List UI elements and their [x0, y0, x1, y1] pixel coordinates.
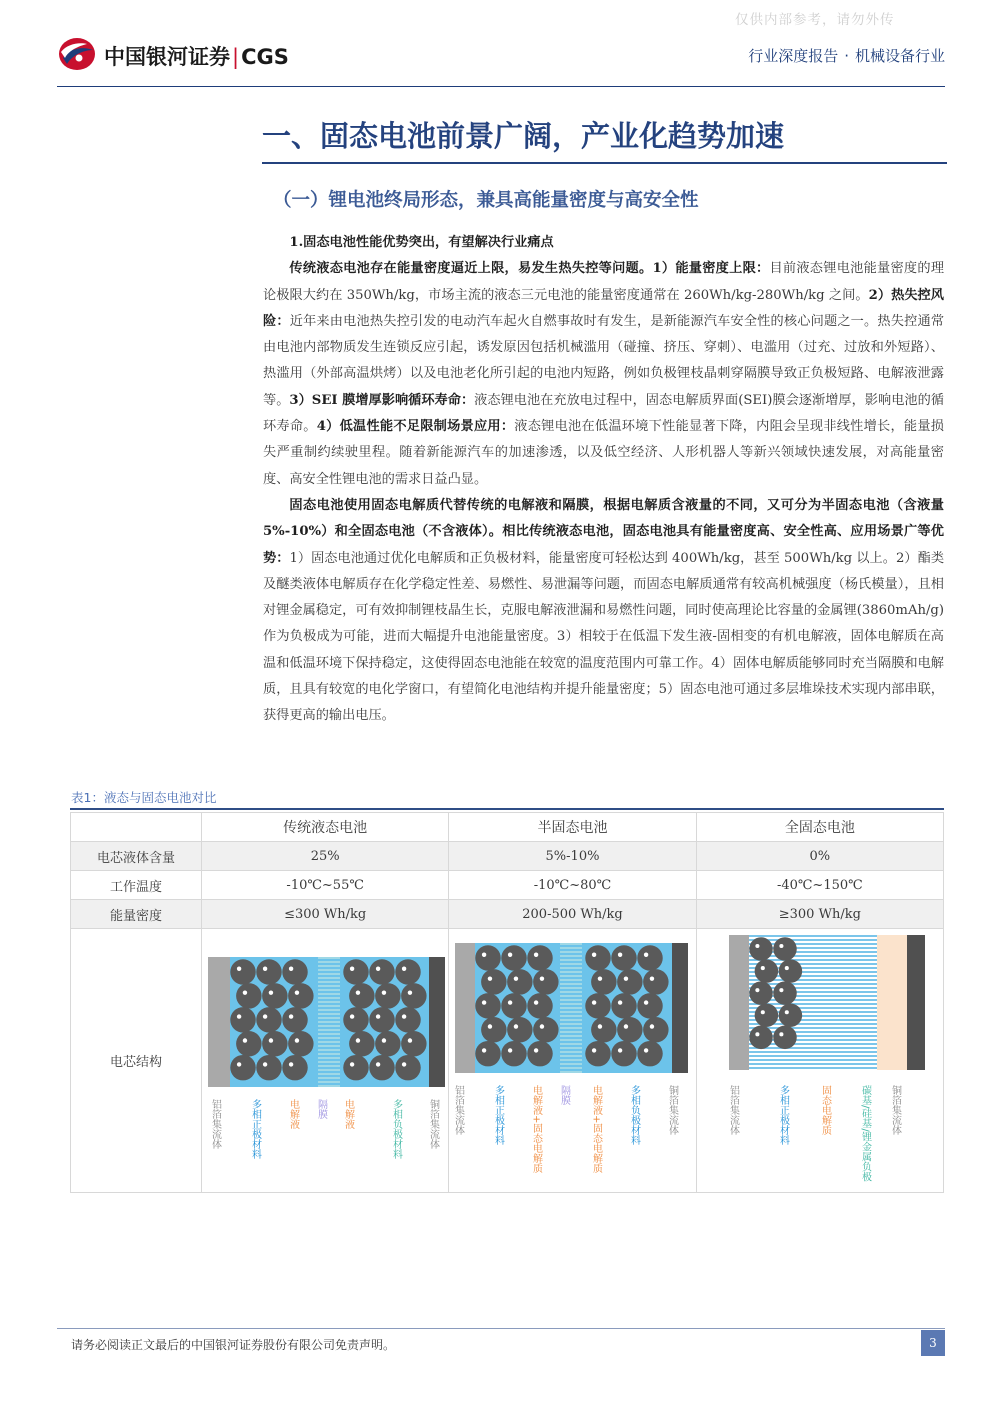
anode-particle-dot — [407, 1038, 411, 1042]
diagram-label: 铝箔集流体 — [727, 1085, 739, 1135]
row-label: 能量密度 — [71, 900, 202, 929]
anode-particle-dot — [350, 967, 354, 971]
diagram-label: 多相负极材料 — [628, 1085, 640, 1145]
cathode-particle-dot — [756, 988, 760, 992]
diagram-label: 隔膜 — [315, 1099, 327, 1119]
anode-particle-dot — [618, 953, 622, 957]
separator-stripe — [560, 987, 582, 989]
anode-particle — [369, 959, 394, 984]
cathode-particle-dot — [263, 1062, 267, 1066]
separator-stripe — [318, 977, 340, 979]
anode-particle — [585, 1041, 610, 1066]
diagram-label: 电解液 — [287, 1099, 299, 1129]
separator-stripe — [560, 1059, 582, 1061]
anode-particle-dot — [650, 1024, 654, 1028]
cathode-particle-dot — [780, 1032, 784, 1036]
row-label: 工作温度 — [71, 871, 202, 900]
cathode-particle-dot — [482, 1048, 486, 1052]
separator-stripe — [318, 1045, 340, 1047]
table-cell: 25% — [202, 842, 449, 871]
anode-particle-dot — [376, 1014, 380, 1018]
cathode-particle-dot — [514, 976, 518, 980]
section-title: 一、固态电池前景广阔，产业化趋势加速 — [262, 119, 785, 153]
cathode-particle — [230, 1055, 255, 1080]
table-top-rule — [70, 808, 944, 810]
table-header-cell: 传统液态电池 — [202, 813, 449, 842]
cathode-particle — [507, 1017, 532, 1042]
cathode-particle-dot — [242, 1038, 246, 1042]
cathode-particle-dot — [508, 1000, 512, 1004]
separator-stripe — [318, 965, 340, 967]
header-dot: · — [844, 47, 849, 65]
cathode-particle-dot — [534, 1000, 538, 1004]
diagram-label: 多相正极材料 — [249, 1099, 261, 1159]
cathode-particle — [262, 1031, 287, 1056]
anode-particle — [395, 1007, 420, 1032]
cathode-particle-dot — [785, 966, 789, 970]
separator-stripe — [560, 975, 582, 977]
separator-stripe — [560, 1039, 582, 1041]
table-header-cell: 全固态电池 — [696, 813, 943, 842]
table-cell: -10℃~80℃ — [449, 871, 696, 900]
brand-name-cn: 中国银河证券 — [104, 45, 230, 69]
cathode-particle — [262, 983, 287, 1008]
anode-particle-dot — [618, 1048, 622, 1052]
cathode-particle — [475, 993, 500, 1018]
lithium-anode — [877, 935, 907, 1070]
semi-diagram-cell — [449, 929, 696, 1193]
diagram-label: 铜箔集流体 — [889, 1085, 901, 1135]
separator-stripe — [318, 1069, 340, 1071]
aluminum-foil — [455, 943, 475, 1073]
solid-electrolyte-stripe — [749, 1051, 877, 1053]
anode-particle — [643, 969, 668, 994]
anode-particle — [611, 1041, 636, 1066]
separator-stripe — [318, 1065, 340, 1067]
table-cell: ≤300 Wh/kg — [202, 900, 449, 929]
anode-particle — [637, 1041, 662, 1066]
diagram-label: 铜箔集流体 — [427, 1099, 439, 1149]
separator-stripe — [318, 1053, 340, 1055]
solid-electrolyte-stripe — [749, 935, 877, 937]
separator-stripe — [318, 1073, 340, 1075]
cathode-particle-dot — [237, 1062, 241, 1066]
liquid-diagram-cell — [202, 929, 449, 1193]
cathode-particle-dot — [482, 953, 486, 957]
anode-particle — [343, 959, 368, 984]
anode-particle — [611, 993, 636, 1018]
cathode-particle — [755, 1003, 779, 1027]
separator-stripe — [318, 993, 340, 995]
cathode-particle — [527, 993, 552, 1018]
separator-stripe — [318, 957, 340, 959]
diagram-label: 碳基/硅基/锂金属负极 — [859, 1085, 871, 1182]
separator-stripe — [318, 969, 340, 971]
separator-stripe — [318, 1001, 340, 1003]
header-divider — [57, 86, 945, 87]
section-rule — [262, 162, 947, 164]
cathode-particle-dot — [488, 1024, 492, 1028]
cathode-particle-dot — [780, 988, 784, 992]
cathode-particle — [282, 1055, 307, 1080]
brand-separator: | — [232, 45, 240, 69]
diagram-label: 电解液+固态电解质 — [590, 1085, 602, 1174]
table-cell: ≥300 Wh/kg — [696, 900, 943, 929]
cathode-particle — [533, 969, 558, 994]
anode-particle-dot — [381, 1038, 385, 1042]
anode-particle-dot — [644, 1000, 648, 1004]
cathode-particle-dot — [237, 1014, 241, 1018]
separator-stripe — [560, 1055, 582, 1057]
separator-stripe — [560, 967, 582, 969]
separator-stripe — [318, 1081, 340, 1083]
cathode-particle — [230, 1007, 255, 1032]
cathode-particle — [774, 1026, 798, 1050]
anode-particle-dot — [402, 1062, 406, 1066]
separator-stripe — [560, 1047, 582, 1049]
cathode-particle — [774, 981, 798, 1005]
cathode-particle-dot — [482, 1000, 486, 1004]
separator-stripe — [560, 1063, 582, 1065]
liquid-battery-diagram — [203, 929, 448, 1187]
solid-electrolyte-stripe — [749, 1047, 877, 1049]
separator-stripe — [560, 1015, 582, 1017]
cathode-particle — [527, 1041, 552, 1066]
separator-stripe — [318, 985, 340, 987]
brand-name — [104, 41, 289, 71]
brand-short: CGS — [241, 45, 289, 69]
separator-stripe — [318, 1009, 340, 1011]
cathode-particle — [527, 945, 552, 970]
cathode-particle-dot — [756, 944, 760, 948]
diagram-label: 铝箔集流体 — [209, 1099, 221, 1149]
cathode-particle — [755, 959, 779, 983]
separator-stripe — [318, 1021, 340, 1023]
cathode-particle-dot — [508, 1048, 512, 1052]
diagram-label: 铜箔集流体 — [666, 1085, 678, 1135]
solid-diagram-cell — [696, 929, 943, 1193]
anode-particle-dot — [592, 953, 596, 957]
cathode-particle — [256, 959, 281, 984]
solid-state-battery-diagram — [697, 929, 942, 1187]
anode-particle — [375, 983, 400, 1008]
anode-particle-dot — [355, 990, 359, 994]
cathode-particle — [256, 1055, 281, 1080]
separator-stripe — [560, 1051, 582, 1053]
anode-particle-dot — [355, 1038, 359, 1042]
copper-foil — [672, 943, 688, 1073]
cathode-particle-dot — [534, 1048, 538, 1052]
cathode-particle-dot — [263, 1014, 267, 1018]
paragraph-heading: 1.固态电池性能优势突出，有望解决行业痛点 — [289, 235, 554, 250]
separator-stripe — [318, 1025, 340, 1027]
separator-stripe — [560, 955, 582, 957]
separator-stripe — [560, 999, 582, 1001]
separator-stripe — [560, 1035, 582, 1037]
cathode-particle-dot — [488, 976, 492, 980]
cathode-particle — [236, 1031, 261, 1056]
diagram-label: 固态电解质 — [819, 1085, 831, 1135]
anode-particle-dot — [644, 1048, 648, 1052]
separator-stripe — [560, 991, 582, 993]
table-header-row — [71, 813, 944, 842]
separator-stripe — [560, 963, 582, 965]
footer-divider — [57, 1328, 945, 1329]
anode-particle-dot — [592, 1000, 596, 1004]
aluminum-foil — [729, 935, 749, 1070]
anode-particle — [643, 1017, 668, 1042]
solid-electrolyte-stripe — [749, 1063, 877, 1065]
anode-particle — [611, 945, 636, 970]
separator-stripe — [318, 1061, 340, 1063]
cathode-particle — [288, 983, 313, 1008]
anode-particle — [617, 1017, 642, 1042]
anode-particle-dot — [598, 976, 602, 980]
footer-disclaimer: 请务必阅读正文最后的中国银河证券股份有限公司免责声明。 — [71, 1338, 396, 1352]
cathode-particle-dot — [294, 990, 298, 994]
cathode-particle — [501, 993, 526, 1018]
separator-stripe — [318, 1037, 340, 1039]
table-cell: -40℃~150℃ — [696, 871, 943, 900]
cathode-particle — [236, 983, 261, 1008]
paragraph-1: 传统液态电池存在能量密度逼近上限，易发生热失控等问题。1）能量密度上限：目前液态锂电池能量密度的理论极限大约在 350Wh/kg，市场主流的液态三元电池的能量密度通常在 260Wh/kg-280Wh/kg 之间。2）热失控风险：近年来由电池热失控引发的电动汽车起火自燃事故时有发生，是新能源汽车安全性的核心问题之一。热失控通常由电池内部物质发生连锁反应引起，诱发原因包括机械滥用（碰撞、挤压、穿刺）、电滥用（过充、过放和外短路）、热滥用（外部高温烘烤）以及电池老化所引起的电池内短路，例如负极锂枝晶刺穿隔膜导致正负极短路、电解液泄露等。3）SEI 膜增厚影响循环寿命：液态锂电池在充放电过程中，固态电解质界面(SEI)膜会逐渐增厚，影响电池的循环寿命。4）低温性能不足限制场景应用：液态锂电池在低温环境下性能显著下降，内阻会呈现非线性增长，能量损失严重制约续驶里程。随着新能源汽车的加速渗透，以及低空经济、人形机器人等新兴领域快速发展，对高能量密度、高安全性锂电池的需求日益凸显。 — [263, 261, 945, 487]
anode-particle-dot — [350, 1062, 354, 1066]
separator-stripe — [318, 1005, 340, 1007]
separator-stripe — [560, 1071, 582, 1073]
table-cell: 0% — [696, 842, 943, 871]
cathode-particle — [282, 1007, 307, 1032]
cathode-particle-dot — [242, 990, 246, 994]
cathode-particle — [501, 945, 526, 970]
separator-stripe — [560, 995, 582, 997]
cathode-particle — [750, 1026, 774, 1050]
anode-particle-dot — [598, 1024, 602, 1028]
cathode-particle-dot — [237, 967, 241, 971]
separator-stripe — [560, 1043, 582, 1045]
comparison-table — [70, 812, 944, 1193]
row-label: 电芯结构 — [71, 929, 202, 1193]
separator-stripe — [560, 1019, 582, 1021]
separator-stripe — [560, 1011, 582, 1013]
cathode-particle — [779, 1003, 803, 1027]
cathode-particle-dot — [263, 967, 267, 971]
table-row — [71, 900, 944, 929]
page-number: 3 — [921, 1330, 945, 1356]
anode-particle-dot — [618, 1000, 622, 1004]
cathode-particle-dot — [294, 1038, 298, 1042]
cathode-particle — [481, 969, 506, 994]
cathode-particle-dot — [540, 976, 544, 980]
separator-stripe — [318, 1085, 340, 1087]
anode-particle-dot — [624, 1024, 628, 1028]
cathode-particle — [256, 1007, 281, 1032]
separator-stripe — [560, 943, 582, 945]
anode-particle-dot — [381, 990, 385, 994]
separator-stripe — [318, 1013, 340, 1015]
cathode-particle-dot — [289, 1014, 293, 1018]
anode-particle-dot — [650, 976, 654, 980]
report-type: 行业深度报告 — [748, 47, 839, 65]
diagram-label: 隔膜 — [558, 1085, 570, 1105]
cathode-particle-dot — [761, 966, 765, 970]
cathode-particle — [282, 959, 307, 984]
separator-stripe — [318, 1049, 340, 1051]
separator-stripe — [560, 959, 582, 961]
anode-particle — [585, 993, 610, 1018]
anode-particle — [401, 1031, 426, 1056]
diagram-label: 电解液 — [342, 1099, 354, 1129]
anode-particle-dot — [407, 990, 411, 994]
semi-solid-battery-diagram — [450, 929, 695, 1187]
cathode-particle-dot — [756, 1032, 760, 1036]
separator-stripe — [560, 1007, 582, 1009]
anode-particle-dot — [376, 967, 380, 971]
table-cell: 5%-10% — [449, 842, 696, 871]
anode-particle — [591, 1017, 616, 1042]
separator-stripe — [560, 983, 582, 985]
separator-stripe — [318, 1077, 340, 1079]
row-label: 电芯液体含量 — [71, 842, 202, 871]
table-header-cell: 半固态电池 — [449, 813, 696, 842]
industry-name: 机械设备行业 — [854, 47, 945, 65]
anode-particle-dot — [402, 1014, 406, 1018]
body-text — [263, 230, 944, 730]
solid-electrolyte-stripe — [749, 1055, 877, 1057]
anode-particle-dot — [644, 953, 648, 957]
diagram-label: 电解液+固态电解质 — [530, 1085, 542, 1174]
anode-particle — [349, 983, 374, 1008]
diagram-label: 多相正极材料 — [777, 1085, 789, 1145]
separator-stripe — [318, 1041, 340, 1043]
anode-particle — [401, 983, 426, 1008]
anode-particle-dot — [376, 1062, 380, 1066]
separator-stripe — [560, 1023, 582, 1025]
cathode-particle — [288, 1031, 313, 1056]
table-row — [71, 842, 944, 871]
anode-particle — [395, 959, 420, 984]
separator-stripe — [318, 1029, 340, 1031]
diagram-label: 铝箔集流体 — [452, 1085, 464, 1135]
table-caption: 表1：液态与固态电池对比 — [71, 790, 217, 805]
anode-particle — [343, 1055, 368, 1080]
separator-stripe — [318, 1017, 340, 1019]
aluminum-foil — [208, 957, 230, 1087]
cathode-particle-dot — [534, 953, 538, 957]
anode-particle — [343, 1007, 368, 1032]
cathode-particle-dot — [780, 944, 784, 948]
cathode-particle — [779, 959, 803, 983]
separator-stripe — [318, 973, 340, 975]
cathode-particle-dot — [268, 990, 272, 994]
separator-stripe — [560, 951, 582, 953]
cathode-particle — [475, 945, 500, 970]
watermark: 仅供内部参考，请勿外传 — [735, 12, 895, 28]
solid-electrolyte-stripe — [749, 1059, 877, 1061]
separator-stripe — [318, 997, 340, 999]
anode-particle-dot — [350, 1014, 354, 1018]
anode-particle — [375, 1031, 400, 1056]
cathode-particle-dot — [289, 1062, 293, 1066]
table-cell: -10℃~55℃ — [202, 871, 449, 900]
anode-particle — [585, 945, 610, 970]
cathode-particle — [750, 937, 774, 961]
cathode-particle-dot — [508, 953, 512, 957]
cathode-particle-dot — [540, 1024, 544, 1028]
brand-logo-icon — [57, 36, 97, 72]
paragraph-2: 固态电池使用固态电解质代替传统的电解液和隔膜，根据电解质含液量的不同，又可分为半固态电池（含液量 5%-10%）和全固态电池（不含液体）。相比传统液态电池，固态电池具有能量密度高、安全性高、应用场景广等优势：1）固态电池通过优化电解质和正负极材料，能量密度可轻松达到 400Wh/kg，甚至 500Wh/kg 以上。2）酯类及醚类液体电解质存在化学稳定性差、易燃性、易泄漏等问题，而固态电解质通常有较高机械强度（杨氏模量），且相对锂金属稳定，可有效抑制锂枝晶生长，克服电解液泄漏和易燃性问题，同时使高理论比容量的金属锂(3860mAh/g)作为负极成为可能，进而大幅提升电池能量密度。3）相较于在低温下发生液-固相变的有机电解液，固体电解质在高温和低温环境下保持稳定，这使得固态电池能在较宽的温度范围内可靠工作。4）固体电解质能够同时充当隔膜和电解质，且具有较宽的电化学窗口，有望简化电池结构并提升能量密度；5）固态电池可通过多层堆垛技术实现内部串联，获得更高的输出电压。 — [263, 497, 945, 724]
cathode-particle — [533, 1017, 558, 1042]
anode-particle — [617, 969, 642, 994]
anode-particle-dot — [592, 1048, 596, 1052]
separator-stripe — [318, 981, 340, 983]
anode-particle — [369, 1007, 394, 1032]
cathode-particle — [481, 1017, 506, 1042]
cathode-particle-dot — [268, 1038, 272, 1042]
cathode-particle — [774, 937, 798, 961]
subsection-title: （一）锂电池终局形态，兼具高能量密度与高安全性 — [273, 190, 699, 211]
cathode-particle — [507, 969, 532, 994]
anode-particle — [349, 1031, 374, 1056]
cathode-particle — [230, 959, 255, 984]
diagram-label: 多相正极材料 — [492, 1085, 504, 1145]
table-header-cell — [71, 813, 202, 842]
anode-particle — [637, 945, 662, 970]
anode-particle — [637, 993, 662, 1018]
anode-particle — [591, 969, 616, 994]
cathode-particle — [501, 1041, 526, 1066]
table-cell: 200-500 Wh/kg — [449, 900, 696, 929]
report-header — [748, 45, 945, 66]
anode-particle-dot — [624, 976, 628, 980]
copper-foil — [907, 935, 925, 1070]
separator-stripe — [560, 1003, 582, 1005]
separator-stripe — [318, 1057, 340, 1059]
separator-stripe — [318, 989, 340, 991]
cathode-particle — [750, 981, 774, 1005]
cathode-particle-dot — [785, 1010, 789, 1014]
table-row — [71, 871, 944, 900]
separator-stripe — [560, 1027, 582, 1029]
table-row-structure — [71, 929, 944, 1193]
cathode-particle-dot — [289, 967, 293, 971]
separator-stripe — [318, 961, 340, 963]
separator-stripe — [318, 1033, 340, 1035]
separator-stripe — [560, 1031, 582, 1033]
separator-stripe — [560, 979, 582, 981]
anode-particle-dot — [402, 967, 406, 971]
anode-particle — [369, 1055, 394, 1080]
cathode-particle-dot — [761, 1010, 765, 1014]
anode-particle — [395, 1055, 420, 1080]
separator-stripe — [560, 947, 582, 949]
separator-stripe — [560, 971, 582, 973]
diagram-label: 多相负极材料 — [390, 1099, 402, 1159]
cathode-particle — [475, 1041, 500, 1066]
cathode-particle-dot — [514, 1024, 518, 1028]
separator-stripe — [560, 1067, 582, 1069]
solid-electrolyte-stripe — [749, 1067, 877, 1069]
copper-foil — [429, 957, 445, 1087]
